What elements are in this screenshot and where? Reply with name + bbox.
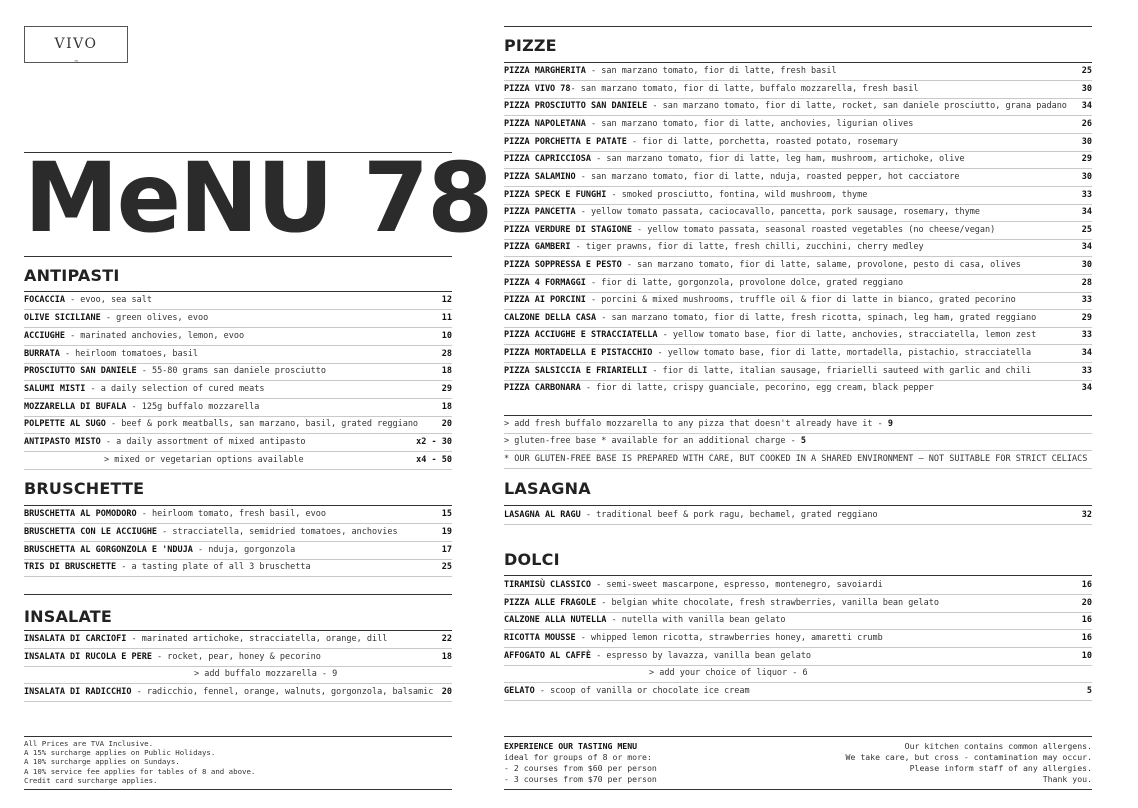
tasting-title: EXPERIENCE OUR TASTING MENU (504, 741, 638, 751)
menu-item: AFFOGATO AL CAFFÈ - espresso by lavazza, vanilla bean gelato 10 (504, 648, 1092, 666)
menu-item: PIZZA MORTADELLA E PISTACCHIO - yellow tomato base, fior di latte, mortadella, pistachio, stracciatella 34 (504, 345, 1092, 363)
allergen-notice (846, 741, 1092, 785)
tasting-line: - 2 courses from $60 per person (504, 763, 657, 773)
menu-item: PIZZA VERDURE DI STAGIONE - yellow tomato passata, seasonal roasted vegetables (no cheese/vegan) 25 (504, 222, 1092, 240)
menu-title: MeNU 78 (24, 142, 492, 254)
lasagna-heading: LASAGNA (504, 479, 591, 498)
menu-item: LASAGNA AL RAGU - traditional beef & pork ragu, bechamel, grated reggiano 32 (504, 507, 1092, 525)
menu-item: PIZZA SPECK E FUNGHI - smoked prosciutto, fontina, wild mushroom, thyme 33 (504, 187, 1092, 205)
menu-item: PIZZA ACCIUGHE E STRACCIATELLA - yellow tomato base, fior di latte, anchovies, stracciatella, lemon zest 33 (504, 327, 1092, 345)
dolci-heading: DOLCI (504, 550, 560, 569)
menu-item: CALZONE DELLA CASA - san marzano tomato, fior di latte, fresh ricotta, spinach, leg ham, grated reggiano 29 (504, 310, 1092, 328)
allergen-line: Thank you. (1042, 774, 1092, 784)
allergen-line: We take care, but cross - contamination may occur. (845, 752, 1092, 762)
divider (24, 789, 452, 790)
pizza-note: * OUR GLUTEN-FREE BASE IS PREPARED WITH CARE, BUT COOKED IN A SHARED ENVIRONMENT — NOT SUITABLE FOR STRICT CELIACS (504, 451, 1092, 469)
bruschette-heading: BRUSCHETTE (24, 479, 145, 498)
price-note: A 10% service fee applies for tables of 8 and above. (24, 766, 256, 776)
menu-item: INSALATA DI CARCIOFI - marinated artichoke, stracciatella, orange, dill 22 (24, 631, 452, 649)
price-notes (24, 739, 255, 785)
menu-item: GELATO - scoop of vanilla or chocolate ice cream 5 (504, 683, 1092, 701)
vivo-logo (24, 26, 128, 63)
menu-item: PIZZA VIVO 78- san marzano tomato, fior di latte, buffalo mozzarella, fresh basil 30 (504, 81, 1092, 99)
menu-item: PIZZA PORCHETTA E PATATE - fior di latte, porchetta, roasted potato, rosemary 30 (504, 134, 1092, 152)
menu-item: INSALATA DI RUCOLA E PERE - rocket, pear, honey & pecorino 18 (24, 649, 452, 667)
menu-item: PIZZA PROSCIUTTO SAN DANIELE - san marzano tomato, fior di latte, rocket, san daniele prosciutto, grana padano 34 (504, 98, 1092, 116)
menu-item: BRUSCHETTA AL GORGONZOLA E 'NDUJA - nduja, gorgonzola 17 (24, 542, 452, 560)
menu-option: > add buffalo mozzarella - 9 (24, 666, 452, 684)
tasting-line: - 3 courses from $70 per person (504, 774, 657, 784)
logo-sub: 78 (74, 59, 78, 63)
menu-item: BRUSCHETTA AL POMODORO - heirloom tomato, fresh basil, evoo 15 (24, 506, 452, 524)
menu-item: PIZZA CARBONARA - fior di latte, crispy guanciale, pecorino, egg cream, black pepper 34 (504, 383, 1092, 393)
menu-item: PROSCIUTTO SAN DANIELE - 55-80 grams san daniele prosciutto 18 (24, 363, 452, 381)
menu-item: MOZZARELLA DI BUFALA - 125g buffalo mozzarella 18 (24, 399, 452, 417)
menu-item: PIZZA 4 FORMAGGI - fior di latte, gorgonzola, provolone dolce, grated reggiano 28 (504, 275, 1092, 293)
menu-item: PIZZA GAMBERI - tiger prawns, fior di latte, fresh chilli, zucchini, cherry medley 34 (504, 239, 1092, 257)
menu-item: SALUMI MISTI - a daily selection of cured meats 29 (24, 381, 452, 399)
menu-item: BURRATA - heirloom tomatoes, basil 28 (24, 346, 452, 364)
menu-item: PIZZA CAPRICCIOSA - san marzano tomato, fior di latte, leg ham, mushroom, artichoke, olive 29 (504, 151, 1092, 169)
menu-item: PIZZA NAPOLETANA - san marzano tomato, fior di latte, anchovies, ligurian olives 26 (504, 116, 1092, 134)
menu-item: TIRAMISÙ CLASSICO - semi-sweet mascarpone, espresso, montenegro, savoiardi 16 (504, 577, 1092, 595)
divider (504, 26, 1092, 27)
menu-item: BRUSCHETTA CON LE ACCIUGHE - stracciatella, semidried tomatoes, anchovies 19 (24, 524, 452, 542)
logo-text: VIVO (54, 36, 98, 52)
divider (24, 594, 452, 595)
price-note: Credit card surcharge applies. (24, 775, 158, 785)
price-note: All Prices are TVA Inclusive. (24, 739, 154, 748)
divider (504, 789, 1092, 790)
menu-item: RICOTTA MOUSSE - whipped lemon ricotta, strawberries honey, amaretti crumb 16 (504, 630, 1092, 648)
menu-option: > mixed or vegetarian options available x4 - 50 (24, 452, 452, 470)
menu-option: > add your choice of liquor - 6 (504, 665, 1092, 683)
price-note: A 15% surcharge applies on Public Holidays. (24, 748, 216, 758)
divider (24, 256, 452, 257)
divider (24, 736, 452, 737)
menu-item: PIZZA ALLE FRAGOLE - belgian white chocolate, fresh strawberries, vanilla bean gelato 20 (504, 595, 1092, 613)
menu-item: ANTIPASTO MISTO - a daily assortment of mixed antipasto x2 - 30 (24, 434, 452, 452)
antipasti-heading: ANTIPASTI (24, 266, 120, 285)
menu-item: FOCACCIA - evoo, sea salt 12 (24, 292, 452, 310)
menu-item: OLIVE SICILIANE - green olives, evoo 11 (24, 310, 452, 328)
menu-item: PIZZA MARGHERITA - san marzano tomato, fior di latte, fresh basil 25 (504, 63, 1092, 81)
divider (504, 736, 1092, 737)
divider (504, 505, 1092, 506)
menu-item: POLPETTE AL SUGO - beef & pork meatballs, san marzano, basil, grated reggiano 20 (24, 416, 452, 434)
allergen-line: Please inform staff of any allergies. (909, 763, 1092, 773)
menu-item: TRIS DI BRUSCHETTE - a tasting plate of all 3 bruschetta 25 (24, 559, 452, 577)
menu-item: CALZONE ALLA NUTELLA - nutella with vanilla bean gelato 16 (504, 612, 1092, 630)
pizze-heading: PIZZE (504, 36, 557, 55)
menu-item: INSALATA DI RADICCHIO - radicchio, fennel, orange, walnuts, gorgonzola, balsamic 20 (24, 684, 452, 702)
menu-item: PIZZA SOPPRESSA E PESTO - san marzano tomato, fior di latte, salame, provolone, pesto di casa, olives 30 (504, 257, 1092, 275)
insalate-heading: INSALATE (24, 607, 113, 626)
tasting-line: ideal for groups of 8 or more: (504, 752, 652, 762)
pizza-note: > gluten-free base * available for an additional charge - 5 (504, 433, 1092, 451)
menu-item: PIZZA AI PORCINI - porcini & mixed mushrooms, truffle oil & fior di latte in bianco, grated pecorino 33 (504, 292, 1092, 310)
menu-item: PIZZA SALAMINO - san marzano tomato, fior di latte, nduja, roasted pepper, hot cacciatore 30 (504, 169, 1092, 187)
menu-item: PIZZA SALSICCIA E FRIARIELLI - fior di latte, italian sausage, friarielli sauteed with garlic and chili 33 (504, 363, 1092, 381)
menu-item: PIZZA PANCETTA - yellow tomato passata, caciocavallo, pancetta, pork sausage, rosemary, thyme 34 (504, 204, 1092, 222)
allergen-line: Our kitchen contains common allergens. (904, 741, 1092, 751)
menu-item: ACCIUGHE - marinated anchovies, lemon, evoo 10 (24, 328, 452, 346)
divider (504, 575, 1092, 576)
pizza-note: > add fresh buffalo mozzarella to any pizza that doesn't already have it - 9 (504, 416, 1092, 434)
tasting-menu (504, 741, 657, 785)
price-note: A 10% surcharge applies on Sundays. (24, 757, 180, 767)
